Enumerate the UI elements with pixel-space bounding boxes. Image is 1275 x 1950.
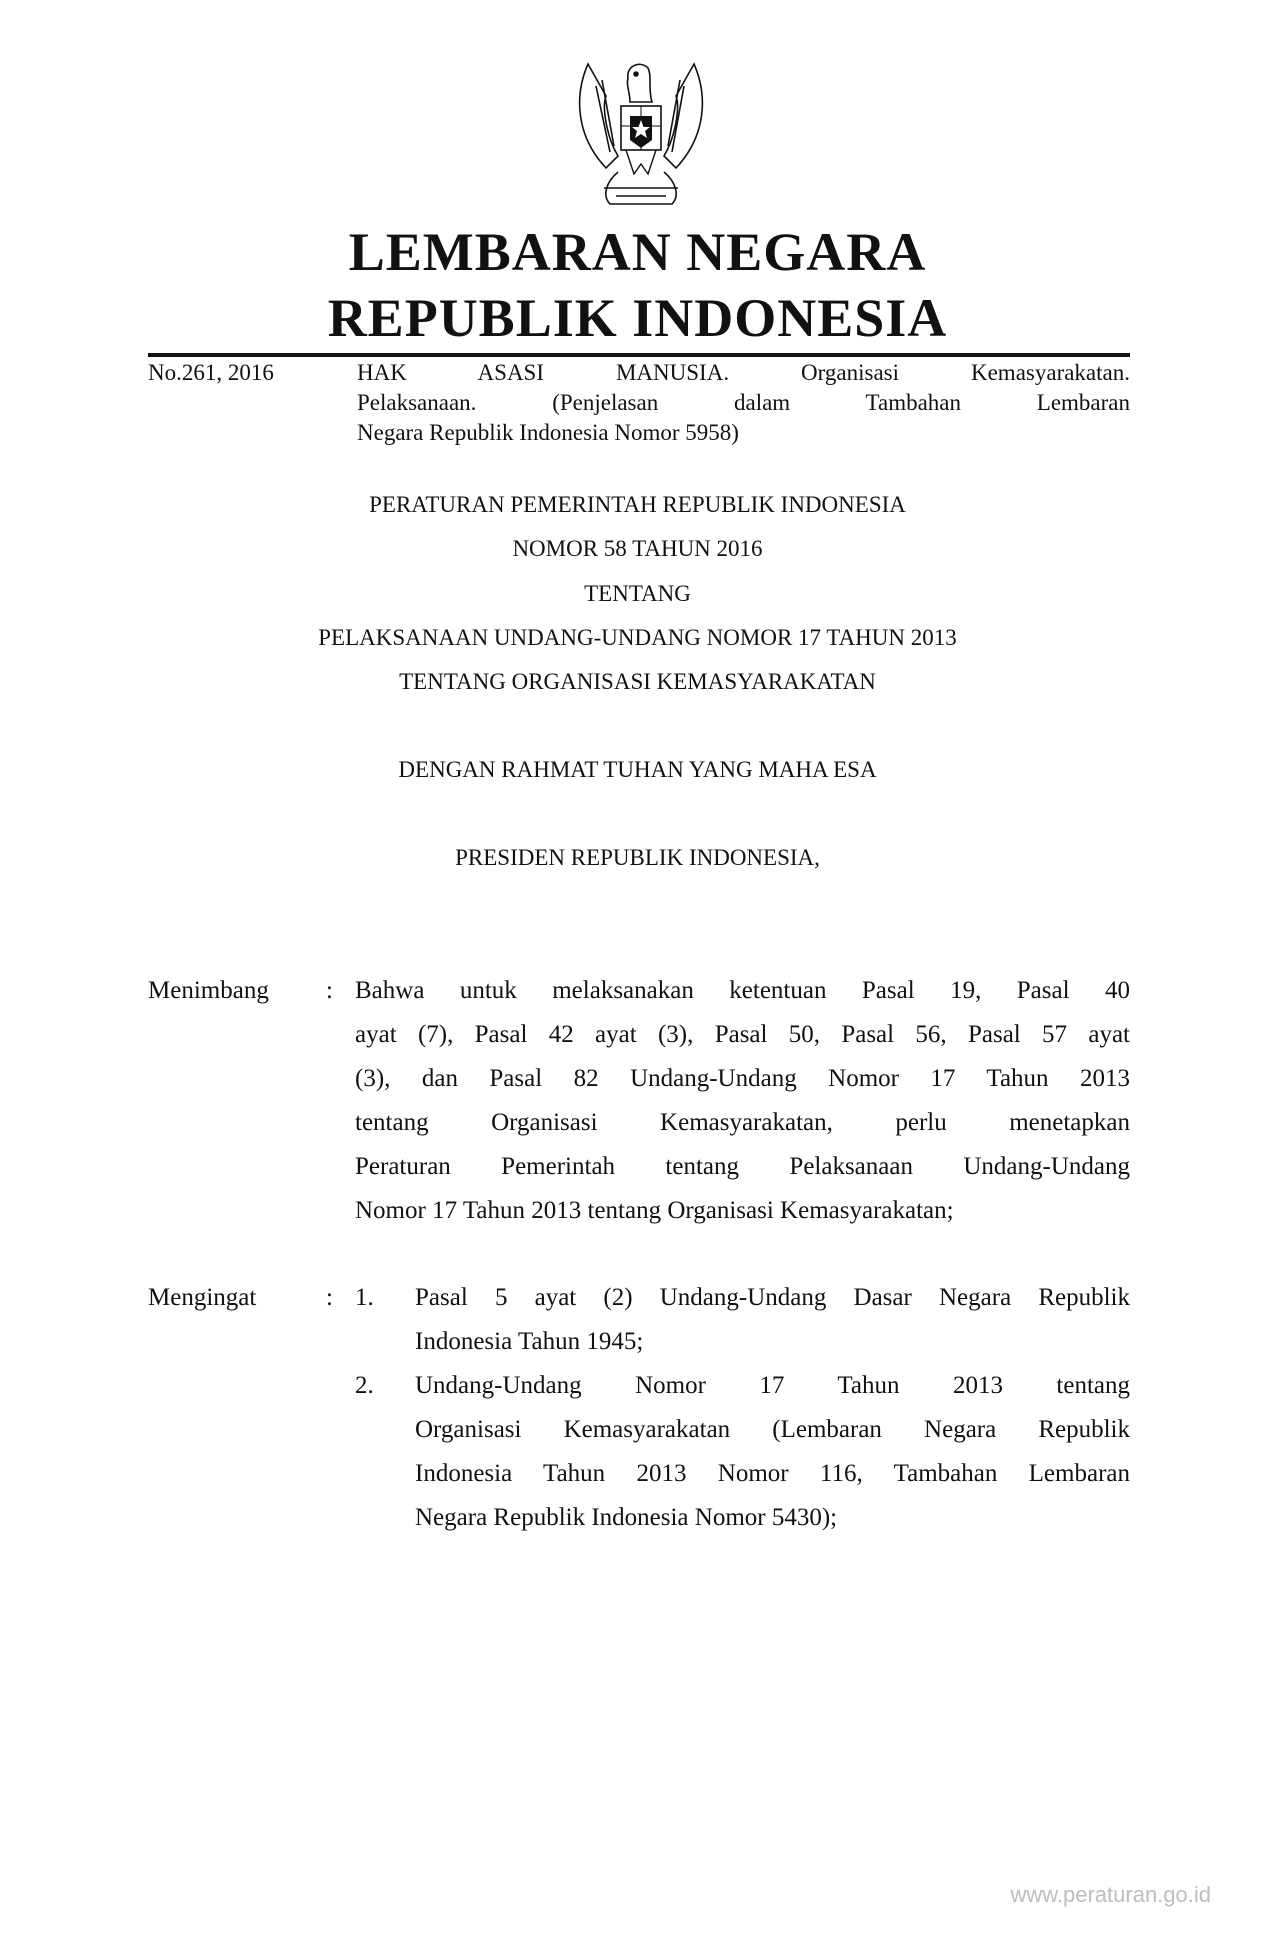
text-line: Indonesia Tahun 2013 Nomor 116, Tambahan Lembaran <box>415 1460 1130 1487</box>
text-line: Indonesia Tahun 1945; <box>415 1328 644 1355</box>
menimbang-text <box>355 969 1130 1233</box>
mengingat-item-1 <box>415 1276 1130 1364</box>
mengingat-colon: : <box>326 1284 333 1311</box>
text-line: Pasal 5 ayat (2) Undang-Undang Dasar Negara Republik <box>415 1284 1130 1311</box>
text-line: ayat (7), Pasal 42 ayat (3), Pasal 50, Pasal 56, Pasal 57 ayat <box>355 1021 1130 1048</box>
menimbang-label: Menimbang <box>148 977 269 1004</box>
item-number: 1. <box>355 1284 374 1311</box>
watermark-url: www.peraturan.go.id <box>1010 1882 1211 1907</box>
gazette-title-line2: REPUBLIK INDONESIA <box>327 288 948 348</box>
regulation-subject: PELAKSANAAN UNDANG-UNDANG NOMOR 17 TAHUN 2013 <box>318 625 957 650</box>
text-line: Nomor 17 Tahun 2013 tentang Organisasi Kemasyarakatan; <box>355 1197 954 1224</box>
text-line: Bahwa untuk melaksanakan ketentuan Pasal 19, Pasal 40 <box>355 977 1130 1004</box>
mengingat-item-2 <box>415 1364 1130 1540</box>
garuda-emblem <box>566 56 716 212</box>
text-line: Peraturan Pemerintah tentang Pelaksanaan Undang-Undang <box>355 1153 1130 1180</box>
regulation-subject-2: TENTANG ORGANISASI KEMASYARAKATAN <box>399 669 876 694</box>
gazette-title-line1: LEMBARAN NEGARA <box>348 222 927 282</box>
mengingat-label: Mengingat <box>148 1284 257 1311</box>
blessing: DENGAN RAHMAT TUHAN YANG MAHA ESA <box>398 757 877 782</box>
text-line: Undang-Undang Nomor 17 Tahun 2013 tentang <box>415 1372 1130 1399</box>
gazette-subject <box>357 358 1130 448</box>
text-line: (3), dan Pasal 82 Undang-Undang Nomor 17 Tahun 2013 <box>355 1065 1130 1092</box>
header-rule <box>148 353 1130 357</box>
regulation-tentang: TENTANG <box>584 581 691 606</box>
menimbang-colon: : <box>326 977 333 1004</box>
subject-line: Negara Republik Indonesia Nomor 5958) <box>357 420 739 445</box>
subject-line: HAK ASASI MANUSIA. Organisasi Kemasyarakatan. <box>357 360 1130 385</box>
text-line: Organisasi Kemasyarakatan (Lembaran Negara Republik <box>415 1416 1130 1443</box>
regulation-title: PERATURAN PEMERINTAH REPUBLIK INDONESIA <box>369 492 906 517</box>
text-line: tentang Organisasi Kemasyarakatan, perlu menetapkan <box>355 1109 1130 1136</box>
subject-line: Pelaksanaan. (Penjelasan dalam Tambahan Lembaran <box>357 390 1130 415</box>
text-line: Negara Republik Indonesia Nomor 5430); <box>415 1504 838 1531</box>
item-number: 2. <box>355 1372 374 1399</box>
president-heading: PRESIDEN REPUBLIK INDONESIA, <box>455 845 820 870</box>
regulation-number: NOMOR 58 TAHUN 2016 <box>512 536 763 561</box>
gazette-number: No.261, 2016 <box>148 360 274 385</box>
